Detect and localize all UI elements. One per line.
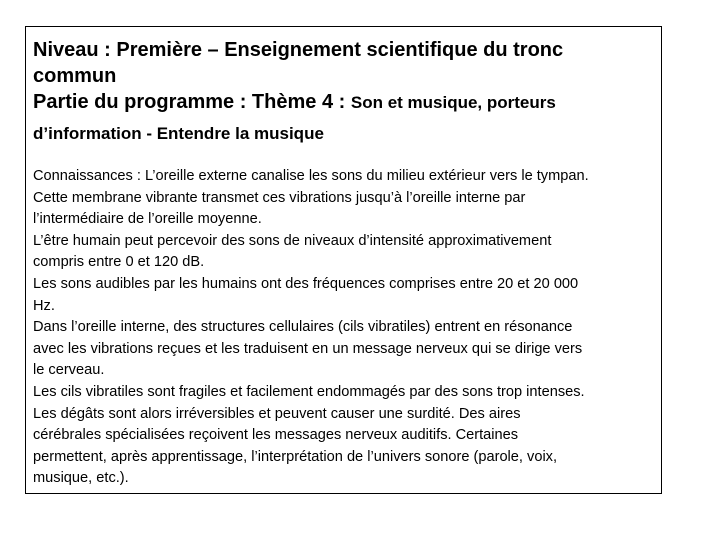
text-line: Dans l’oreille interne, des structures cellulaires (cils vibratiles) entrent en résonance	[33, 319, 573, 336]
text-line: Les sons audibles par les humains ont des fréquences comprises entre 20 et 20 000	[33, 275, 579, 292]
text-line: musique, etc.).	[33, 470, 129, 487]
slide-header	[33, 37, 653, 146]
text-line: Les cils vibratiles sont fragiles et facilement endommagés par des sons trop intenses.	[33, 383, 585, 400]
text-line: cérébrales spécialisées reçoivent les messages nerveux auditifs. Certaines	[33, 427, 519, 444]
text-line: le cerveau.	[33, 362, 105, 379]
header-level-line-continued: commun	[33, 65, 117, 87]
text-line: permettent, après apprentissage, l’interprétation de l’univers sonore (parole, voix,	[33, 448, 558, 465]
text-line: l’intermédiaire de l’oreille moyenne.	[33, 211, 262, 228]
header-theme-title: Son et musique, porteurs	[350, 93, 556, 112]
knowledge-text	[33, 166, 663, 490]
text-line: Cette membrane vibrante transmet ces vibrations jusqu’à l’oreille interne par	[33, 189, 526, 206]
header-theme-subtitle: d’information - Entendre la musique	[33, 124, 324, 143]
text-line: Hz.	[33, 297, 55, 314]
text-line: compris entre 0 et 120 dB.	[33, 254, 205, 271]
header-programme-line	[33, 89, 653, 116]
text-line: L’être humain peut percevoir des sons de niveaux d’intensité approximativement	[33, 232, 552, 249]
text-line: avec les vibrations reçues et les traduisent en un message nerveux qui se dirige vers	[33, 340, 583, 357]
text-line: Connaissances : L’oreille externe canalise les sons du milieu extérieur vers le tympan.	[33, 168, 589, 184]
text-line: Les dégâts sont alors irréversibles et peuvent causer une surdité. Des aires	[33, 405, 521, 422]
header-level-line: Niveau : Première – Enseignement scientifique du tronc	[33, 39, 564, 61]
header-programme-label: Partie du programme : Thème 4 :	[33, 91, 351, 113]
